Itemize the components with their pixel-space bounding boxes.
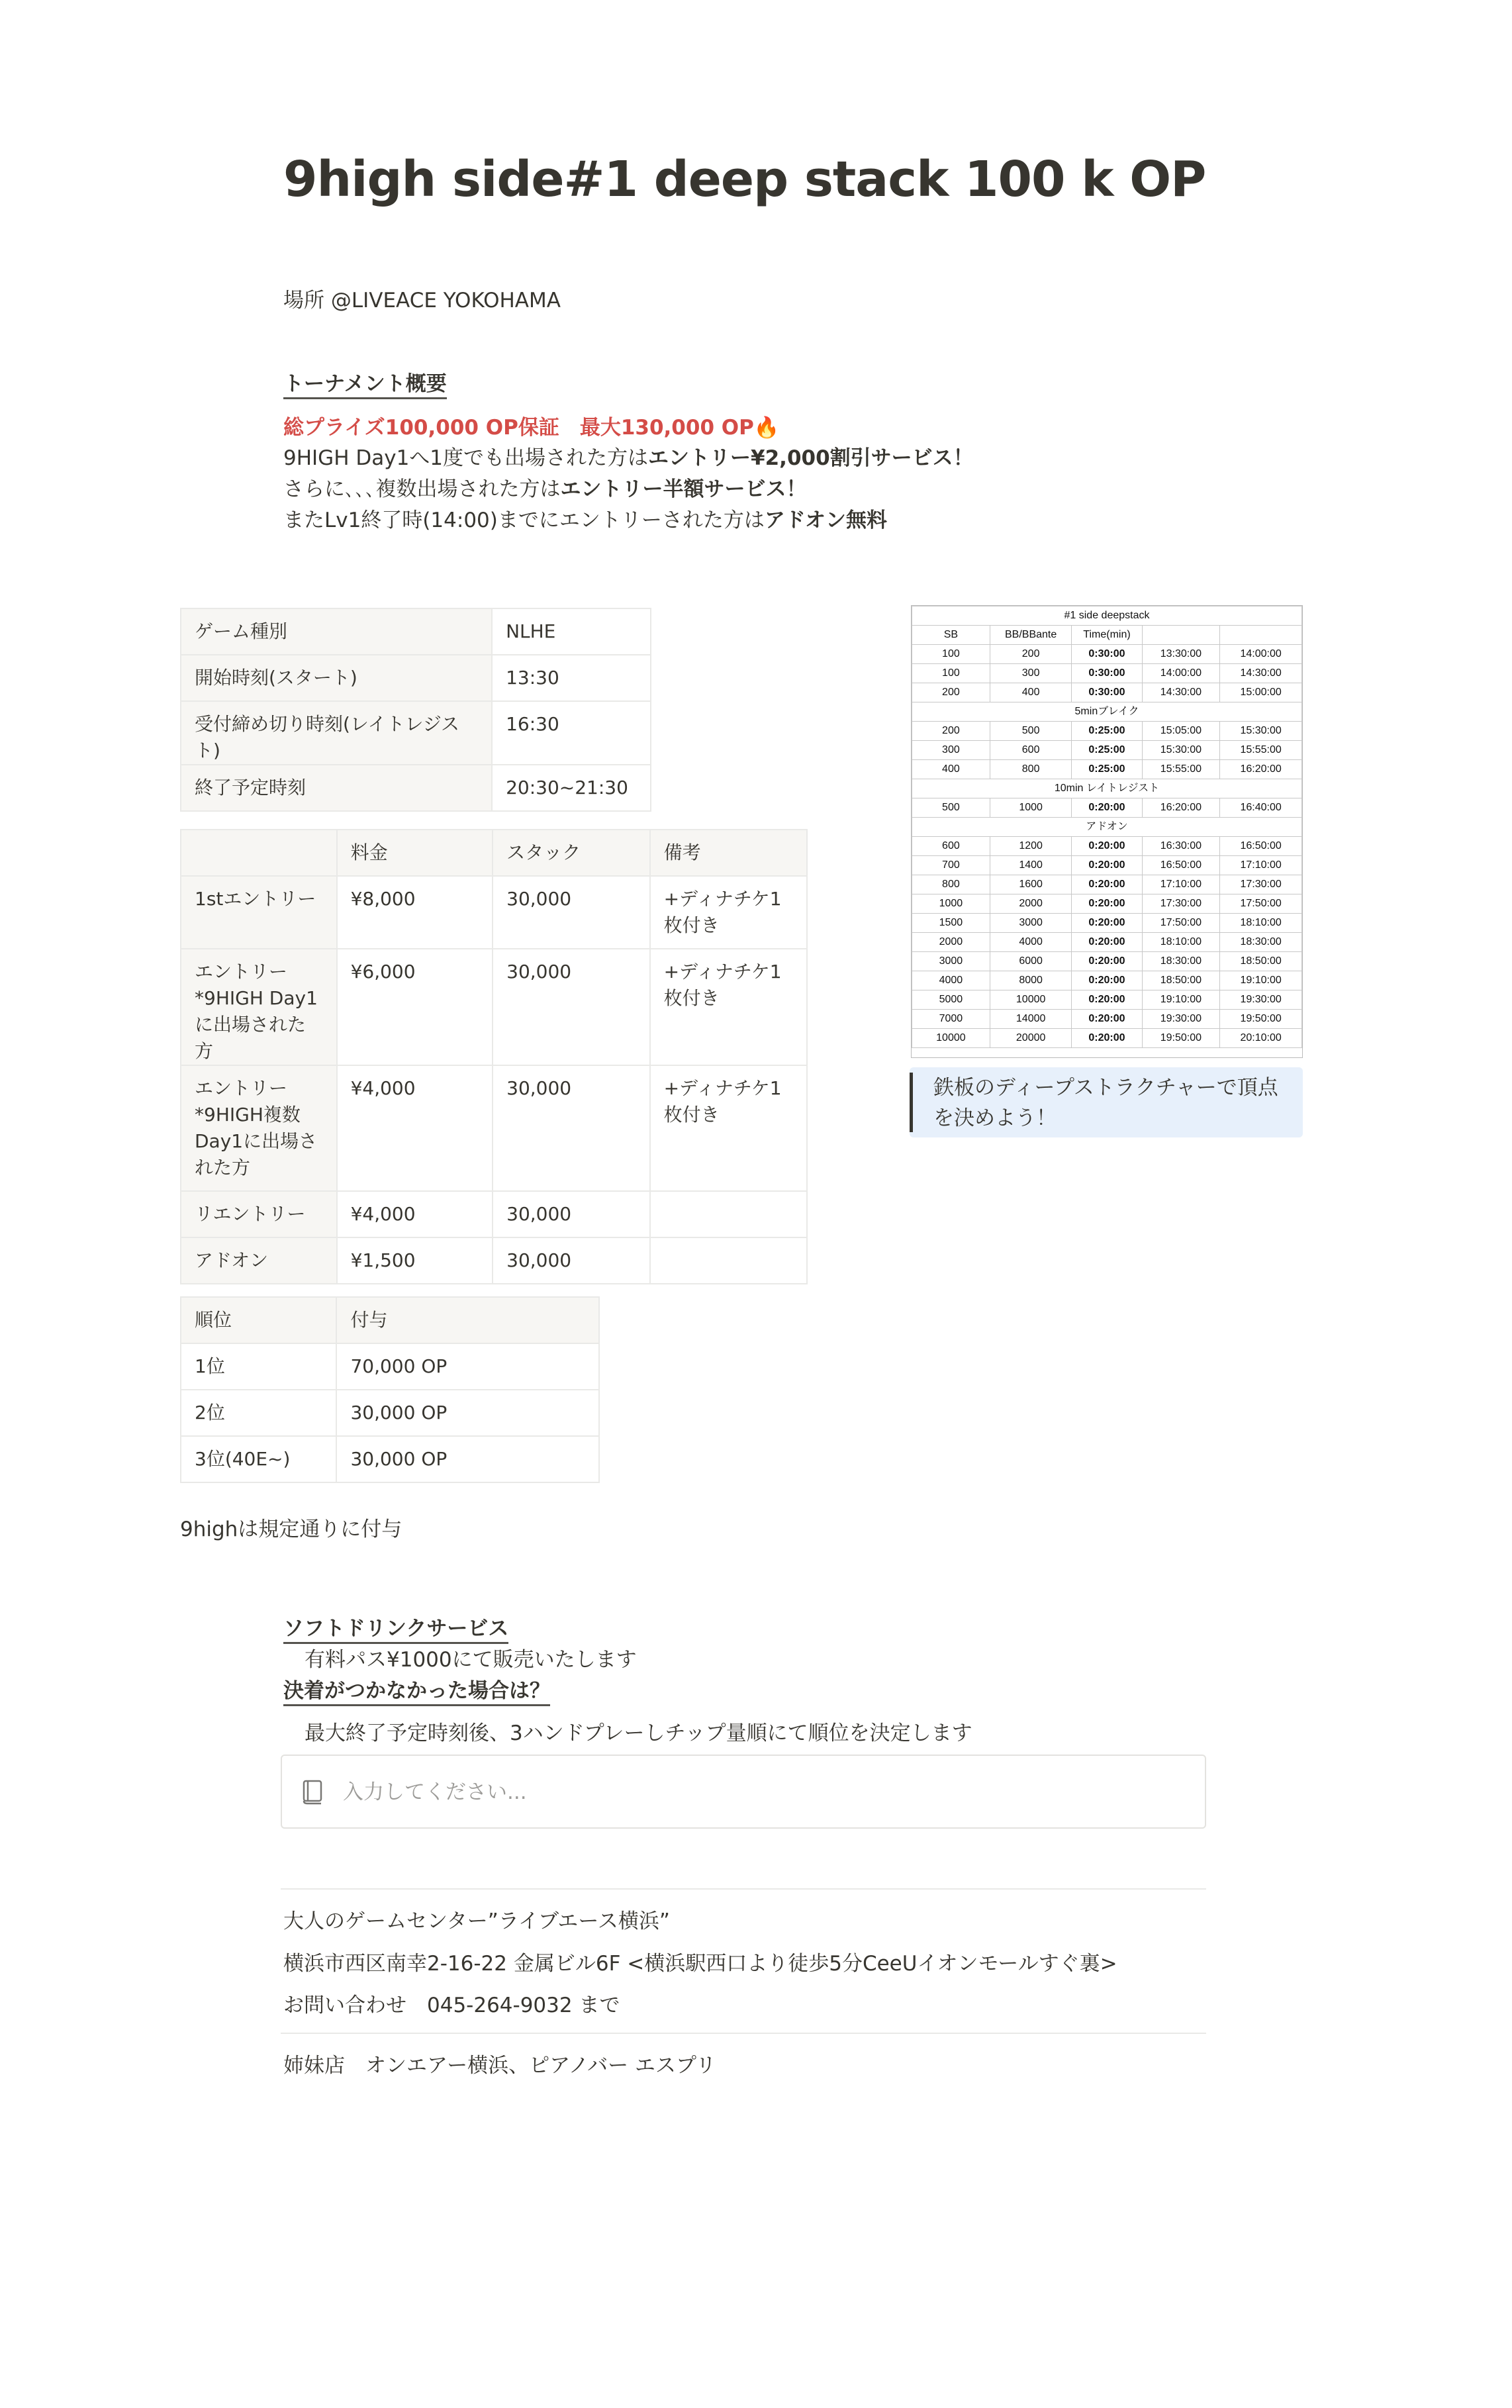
soft-drink-heading	[283, 1612, 508, 1641]
blind-cell: 14000	[990, 1010, 1072, 1029]
info-label	[181, 655, 492, 701]
blind-level-row	[912, 914, 1302, 933]
info-label	[181, 701, 492, 765]
blind-cell: 100	[912, 645, 990, 664]
info-label-text: 受付締め切り時刻(レイトレジスト)	[195, 713, 459, 761]
blind-cell: 16:20:00	[1142, 798, 1220, 818]
blind-cell: 0:20:00	[1072, 856, 1142, 875]
fee-header-cell-text: スタック	[506, 842, 581, 863]
fee-cell-text: +ディナチケ1枚付き	[663, 1077, 782, 1126]
fee-table	[180, 829, 808, 1284]
footer-line-1: 大人のゲームセンター”ライブエース横浜”	[283, 1909, 670, 1933]
blind-cell: 14:30:00	[1220, 664, 1302, 683]
tiebreak-heading	[283, 1674, 550, 1704]
blind-level-row	[912, 1010, 1302, 1029]
blind-break-label: アドオン	[912, 818, 1302, 837]
blind-cell: 0:20:00	[1072, 875, 1142, 894]
fee-cell	[650, 949, 807, 1065]
comment-input-box[interactable]	[281, 1755, 1206, 1829]
fee-row-label-text: 1stエントリー	[195, 888, 316, 910]
fee-cell	[337, 1237, 493, 1284]
blind-cell: 16:40:00	[1220, 798, 1302, 818]
fee-cell-text: ¥8,000	[350, 888, 416, 910]
blind-cell: 20:10:00	[1220, 1029, 1302, 1048]
prize-cell-text: 1位	[195, 1355, 225, 1377]
blind-title: #1 side deepstack	[912, 606, 1302, 626]
info-value	[492, 608, 651, 655]
blind-cell: 0:20:00	[1072, 798, 1142, 818]
blind-cell: 0:20:00	[1072, 990, 1142, 1010]
blind-break-label: 5minブレイク	[912, 702, 1302, 722]
book-icon	[302, 1780, 324, 1807]
fee-cell-text: ¥1,500	[350, 1249, 416, 1271]
footer-divider-top	[281, 1888, 1206, 1890]
blind-level-row	[912, 837, 1302, 856]
fee-row-label-text: アドオン	[195, 1249, 269, 1271]
blind-cell: 15:00:00	[1220, 683, 1302, 702]
fee-cell	[337, 876, 493, 949]
blind-cell: 19:50:00	[1142, 1029, 1220, 1048]
blind-cell: 14:00:00	[1220, 645, 1302, 664]
table-row	[181, 701, 651, 765]
blind-cell: 200	[912, 683, 990, 702]
soft-drink-text: 有料パス¥1000にて販売いたします	[305, 1648, 637, 1672]
fee-row-label-text: リエントリー	[195, 1203, 306, 1225]
blind-cell: 600	[912, 837, 990, 856]
discount-line-1	[283, 441, 974, 471]
blind-header-cell: Time(min)	[1072, 626, 1142, 645]
blind-cell: 0:25:00	[1072, 760, 1142, 779]
blind-cell: 14:00:00	[1142, 664, 1220, 683]
info-value	[492, 655, 651, 701]
discount-line-1-a: 9HIGH Day1へ1度でも出場された方は	[283, 446, 649, 470]
table-row	[181, 876, 807, 949]
fee-cell	[493, 876, 650, 949]
table-row	[181, 949, 807, 1065]
blind-cell: 18:50:00	[1220, 952, 1302, 971]
blind-cell: 20000	[990, 1029, 1072, 1048]
fee-row-label	[181, 1191, 337, 1237]
fee-header-cell	[650, 830, 807, 876]
discount-line-1-b: エントリー¥2,000割引サービス！	[648, 446, 974, 470]
footer-contact: お問い合わせ 045-264-9032 まで	[283, 1994, 620, 2017]
discount-line-3-b: アドオン無料	[764, 508, 887, 532]
footer-divider-bottom	[281, 2033, 1206, 2034]
blind-cell: 15:55:00	[1142, 760, 1220, 779]
discount-line-3-a: またLv1終了時(14:00)までにエントリーされた方は	[283, 508, 765, 532]
blind-cell: 17:50:00	[1142, 914, 1220, 933]
blind-cell: 17:10:00	[1220, 856, 1302, 875]
info-label	[181, 608, 492, 655]
blind-structure-image	[911, 605, 1303, 1058]
blind-cell: 3000	[990, 914, 1072, 933]
overview-heading	[283, 367, 447, 397]
fee-header-cell	[493, 830, 650, 876]
fee-cell-text: 30,000	[506, 961, 572, 983]
prize-table	[180, 1296, 600, 1483]
blind-cell: 0:20:00	[1072, 894, 1142, 914]
blind-cell: 18:30:00	[1220, 933, 1302, 952]
fee-cell-text	[664, 1238, 793, 1247]
blind-cell: 16:50:00	[1142, 856, 1220, 875]
table-row	[181, 1343, 599, 1390]
prize-cell	[181, 1390, 336, 1436]
blind-cell: 0:20:00	[1072, 837, 1142, 856]
table-header-row	[181, 830, 807, 876]
fee-cell	[650, 1065, 807, 1191]
blind-cell: 15:55:00	[1220, 741, 1302, 760]
prize-note: 9highは規定通りに付与	[180, 1517, 402, 1541]
info-value	[492, 701, 651, 765]
blind-level-row	[912, 645, 1302, 664]
blind-break-row	[912, 818, 1302, 837]
blind-level-row	[912, 971, 1302, 990]
blind-cell: 7000	[912, 1010, 990, 1029]
blind-title-row	[912, 606, 1302, 626]
fee-cell	[650, 876, 807, 949]
blind-cell: 2000	[912, 933, 990, 952]
blind-level-row	[912, 894, 1302, 914]
fee-row-label	[181, 876, 337, 949]
fee-cell-text: 30,000	[506, 1203, 572, 1225]
info-value-text: 20:30~21:30	[506, 777, 628, 798]
blind-header-cell: SB	[912, 626, 990, 645]
info-value-text: 16:30	[506, 713, 559, 735]
prize-cell-text: 2位	[195, 1402, 225, 1423]
blind-cell: 0:20:00	[1072, 914, 1142, 933]
blind-cell: 16:50:00	[1220, 837, 1302, 856]
blind-cell: 500	[912, 798, 990, 818]
blind-cell: 1600	[990, 875, 1072, 894]
blind-header-cell	[1220, 626, 1302, 645]
tiebreak-heading-text: 決着がつかなかった場合は？	[283, 1679, 550, 1706]
blind-cell: 10000	[990, 990, 1072, 1010]
blind-cell: 19:10:00	[1142, 990, 1220, 1010]
blind-cell: 0:20:00	[1072, 971, 1142, 990]
blind-cell: 300	[990, 664, 1072, 683]
blind-cell: 0:25:00	[1072, 722, 1142, 741]
table-row	[181, 655, 651, 701]
soft-drink-heading-text: ソフトドリンクサービス	[283, 1617, 508, 1644]
blind-cell: 3000	[912, 952, 990, 971]
prize-header-cell	[181, 1297, 336, 1343]
info-table	[180, 608, 651, 812]
blind-header-row	[912, 626, 1302, 645]
fee-header-cell-text: 備考	[663, 842, 701, 863]
fee-row-label-text: エントリー *9HIGH複数Day1に出場された方	[195, 1077, 318, 1179]
fee-row-label	[181, 949, 337, 1065]
blind-level-row	[912, 933, 1302, 952]
prize-header-cell	[336, 1297, 599, 1343]
fee-cell-text	[664, 1192, 793, 1201]
fee-cell-text: 30,000	[506, 1077, 572, 1099]
prize-cell-text: 30,000 OP	[350, 1448, 448, 1470]
blind-cell: 0:20:00	[1072, 952, 1142, 971]
fee-header-cell	[181, 830, 337, 876]
blind-level-row	[912, 798, 1302, 818]
fee-cell-text: 30,000	[506, 1249, 572, 1271]
discount-line-2	[283, 472, 807, 502]
table-row	[181, 1065, 807, 1191]
blind-level-row	[912, 760, 1302, 779]
footer-address: 横浜市西区南幸2-16-22 金属ビル6F <横浜駅西口より徒歩5分CeeUイオンモールすぐ裏>	[283, 1952, 1117, 1976]
blind-cell: 0:30:00	[1072, 664, 1142, 683]
info-label-text: ゲーム種別	[195, 620, 288, 642]
blind-cell: 17:10:00	[1142, 875, 1220, 894]
fee-cell	[337, 949, 493, 1065]
blind-cell: 13:30:00	[1142, 645, 1220, 664]
info-label-text: 終了予定時刻	[195, 777, 307, 798]
blind-cell: 18:10:00	[1142, 933, 1220, 952]
blind-cell: 800	[990, 760, 1072, 779]
blind-cell: 500	[990, 722, 1072, 741]
discount-line-2-b: エントリー半額サービス！	[560, 477, 807, 501]
blind-level-row	[912, 952, 1302, 971]
info-value	[492, 765, 651, 811]
callout	[910, 1067, 1303, 1137]
blind-cell: 18:50:00	[1142, 971, 1220, 990]
blind-level-row	[912, 990, 1302, 1010]
fee-cell-text: ¥4,000	[350, 1203, 416, 1225]
info-value-text: NLHE	[506, 620, 556, 642]
fee-cell	[493, 1065, 650, 1191]
table-row	[181, 608, 651, 655]
blind-cell: 5000	[912, 990, 990, 1010]
info-label-text: 開始時刻(スタート)	[195, 667, 357, 689]
fee-row-label	[181, 1237, 337, 1284]
fee-cell-text: ¥4,000	[350, 1077, 416, 1099]
blind-cell: 300	[912, 741, 990, 760]
blind-level-row	[912, 741, 1302, 760]
fee-row-label	[181, 1065, 337, 1191]
fee-header-cell	[337, 830, 493, 876]
blind-break-label: 10min レイトレジスト	[912, 779, 1302, 798]
blind-cell: 0:20:00	[1072, 1029, 1142, 1048]
blind-cell: 16:20:00	[1220, 760, 1302, 779]
blind-cell: 19:10:00	[1220, 971, 1302, 990]
prize-header-cell-text: 付与	[350, 1309, 388, 1331]
blind-header-cell: BB/BBante	[990, 626, 1072, 645]
blind-level-row	[912, 664, 1302, 683]
page-title: 9high side#1 deep stack 100 k OP	[283, 151, 1206, 208]
overview-heading-text: トーナメント概要	[283, 372, 447, 399]
blind-cell: 0:20:00	[1072, 1010, 1142, 1029]
fee-cell	[337, 1065, 493, 1191]
fee-header-cell-text: 料金	[350, 842, 388, 863]
blind-cell: 19:30:00	[1220, 990, 1302, 1010]
fee-row-label-text: エントリー *9HIGH Day1に出場された方	[195, 961, 318, 1062]
prize-cell	[181, 1436, 336, 1482]
prize-cell-text: 30,000 OP	[350, 1402, 448, 1423]
blind-cell: 19:30:00	[1142, 1010, 1220, 1029]
footer-sister-stores: 姉妹店 オンエアー横浜、ピアノバー エスプリ	[283, 2054, 716, 2078]
blind-cell: 15:30:00	[1142, 741, 1220, 760]
table-row	[181, 1390, 599, 1436]
blind-break-row	[912, 702, 1302, 722]
blind-cell: 200	[990, 645, 1072, 664]
blind-cell: 4000	[912, 971, 990, 990]
fee-cell-text: +ディナチケ1枚付き	[663, 888, 782, 936]
discount-line-3	[283, 503, 887, 533]
blind-cell: 18:10:00	[1220, 914, 1302, 933]
fee-cell	[493, 1237, 650, 1284]
blind-structure-table	[912, 606, 1302, 1048]
fee-cell	[650, 1191, 807, 1237]
table-header-row	[181, 1297, 599, 1343]
table-row	[181, 1237, 807, 1284]
fee-cell	[493, 949, 650, 1065]
blind-level-row	[912, 722, 1302, 741]
blind-level-row	[912, 1029, 1302, 1048]
fee-header-cell-text	[195, 830, 323, 840]
blind-cell: 17:30:00	[1220, 875, 1302, 894]
blind-cell: 0:30:00	[1072, 683, 1142, 702]
blind-cell: 15:30:00	[1220, 722, 1302, 741]
blind-cell: 4000	[990, 933, 1072, 952]
blind-cell: 16:30:00	[1142, 837, 1220, 856]
callout-text: 鉄板のディープストラクチャーで頂点を決めよう！	[933, 1076, 1278, 1130]
blind-cell: 18:30:00	[1142, 952, 1220, 971]
fee-cell-text: +ディナチケ1枚付き	[663, 961, 782, 1009]
blind-cell: 100	[912, 664, 990, 683]
comment-input[interactable]	[342, 1774, 1139, 1810]
callout-bar	[910, 1073, 913, 1132]
blind-cell: 17:30:00	[1142, 894, 1220, 914]
prize-cell	[336, 1343, 599, 1390]
prize-cell-text: 3位(40E~)	[195, 1448, 291, 1470]
prize-guarantee-text: 総プライズ100,000 OP保証 最大130,000 OP🔥	[283, 416, 780, 440]
blind-cell: 10000	[912, 1029, 990, 1048]
blind-cell: 0:25:00	[1072, 741, 1142, 760]
location-text: 場所 @LIVEACE YOKOHAMA	[283, 289, 561, 313]
blind-cell: 8000	[990, 971, 1072, 990]
table-row	[181, 765, 651, 811]
blind-cell: 200	[912, 722, 990, 741]
blind-cell: 1000	[912, 894, 990, 914]
blind-cell: 2000	[990, 894, 1072, 914]
prize-cell	[336, 1390, 599, 1436]
blind-cell: 17:50:00	[1220, 894, 1302, 914]
blind-cell: 14:30:00	[1142, 683, 1220, 702]
fee-cell	[337, 1191, 493, 1237]
blind-cell: 1200	[990, 837, 1072, 856]
discount-line-2-a: さらに､､､複数出場された方は	[283, 477, 561, 501]
blind-cell: 0:30:00	[1072, 645, 1142, 664]
blind-header-cell	[1142, 626, 1220, 645]
blind-cell: 400	[990, 683, 1072, 702]
prize-header-cell-text: 順位	[195, 1309, 232, 1331]
info-value-text: 13:30	[506, 667, 559, 689]
fee-cell-text: ¥6,000	[350, 961, 416, 983]
blind-cell: 1500	[912, 914, 990, 933]
blind-cell: 6000	[990, 952, 1072, 971]
prize-cell	[181, 1343, 336, 1390]
blind-level-row	[912, 683, 1302, 702]
info-label	[181, 765, 492, 811]
blind-cell: 800	[912, 875, 990, 894]
prize-cell-text: 70,000 OP	[350, 1355, 448, 1377]
blind-cell: 1400	[990, 856, 1072, 875]
blind-break-row	[912, 779, 1302, 798]
table-row	[181, 1436, 599, 1482]
blind-cell: 400	[912, 760, 990, 779]
fee-cell-text: 30,000	[506, 888, 572, 910]
blind-cell: 700	[912, 856, 990, 875]
blind-cell: 15:05:00	[1142, 722, 1220, 741]
fee-cell	[493, 1191, 650, 1237]
fee-cell	[650, 1237, 807, 1284]
blind-cell: 0:20:00	[1072, 933, 1142, 952]
table-row	[181, 1191, 807, 1237]
blind-level-row	[912, 856, 1302, 875]
blind-cell: 1000	[990, 798, 1072, 818]
blind-level-row	[912, 875, 1302, 894]
blind-cell: 19:50:00	[1220, 1010, 1302, 1029]
blind-cell: 600	[990, 741, 1072, 760]
tiebreak-text: 最大終了予定時刻後、3ハンドプレーしチップ量順にて順位を決定します	[305, 1721, 972, 1745]
prize-cell	[336, 1436, 599, 1482]
